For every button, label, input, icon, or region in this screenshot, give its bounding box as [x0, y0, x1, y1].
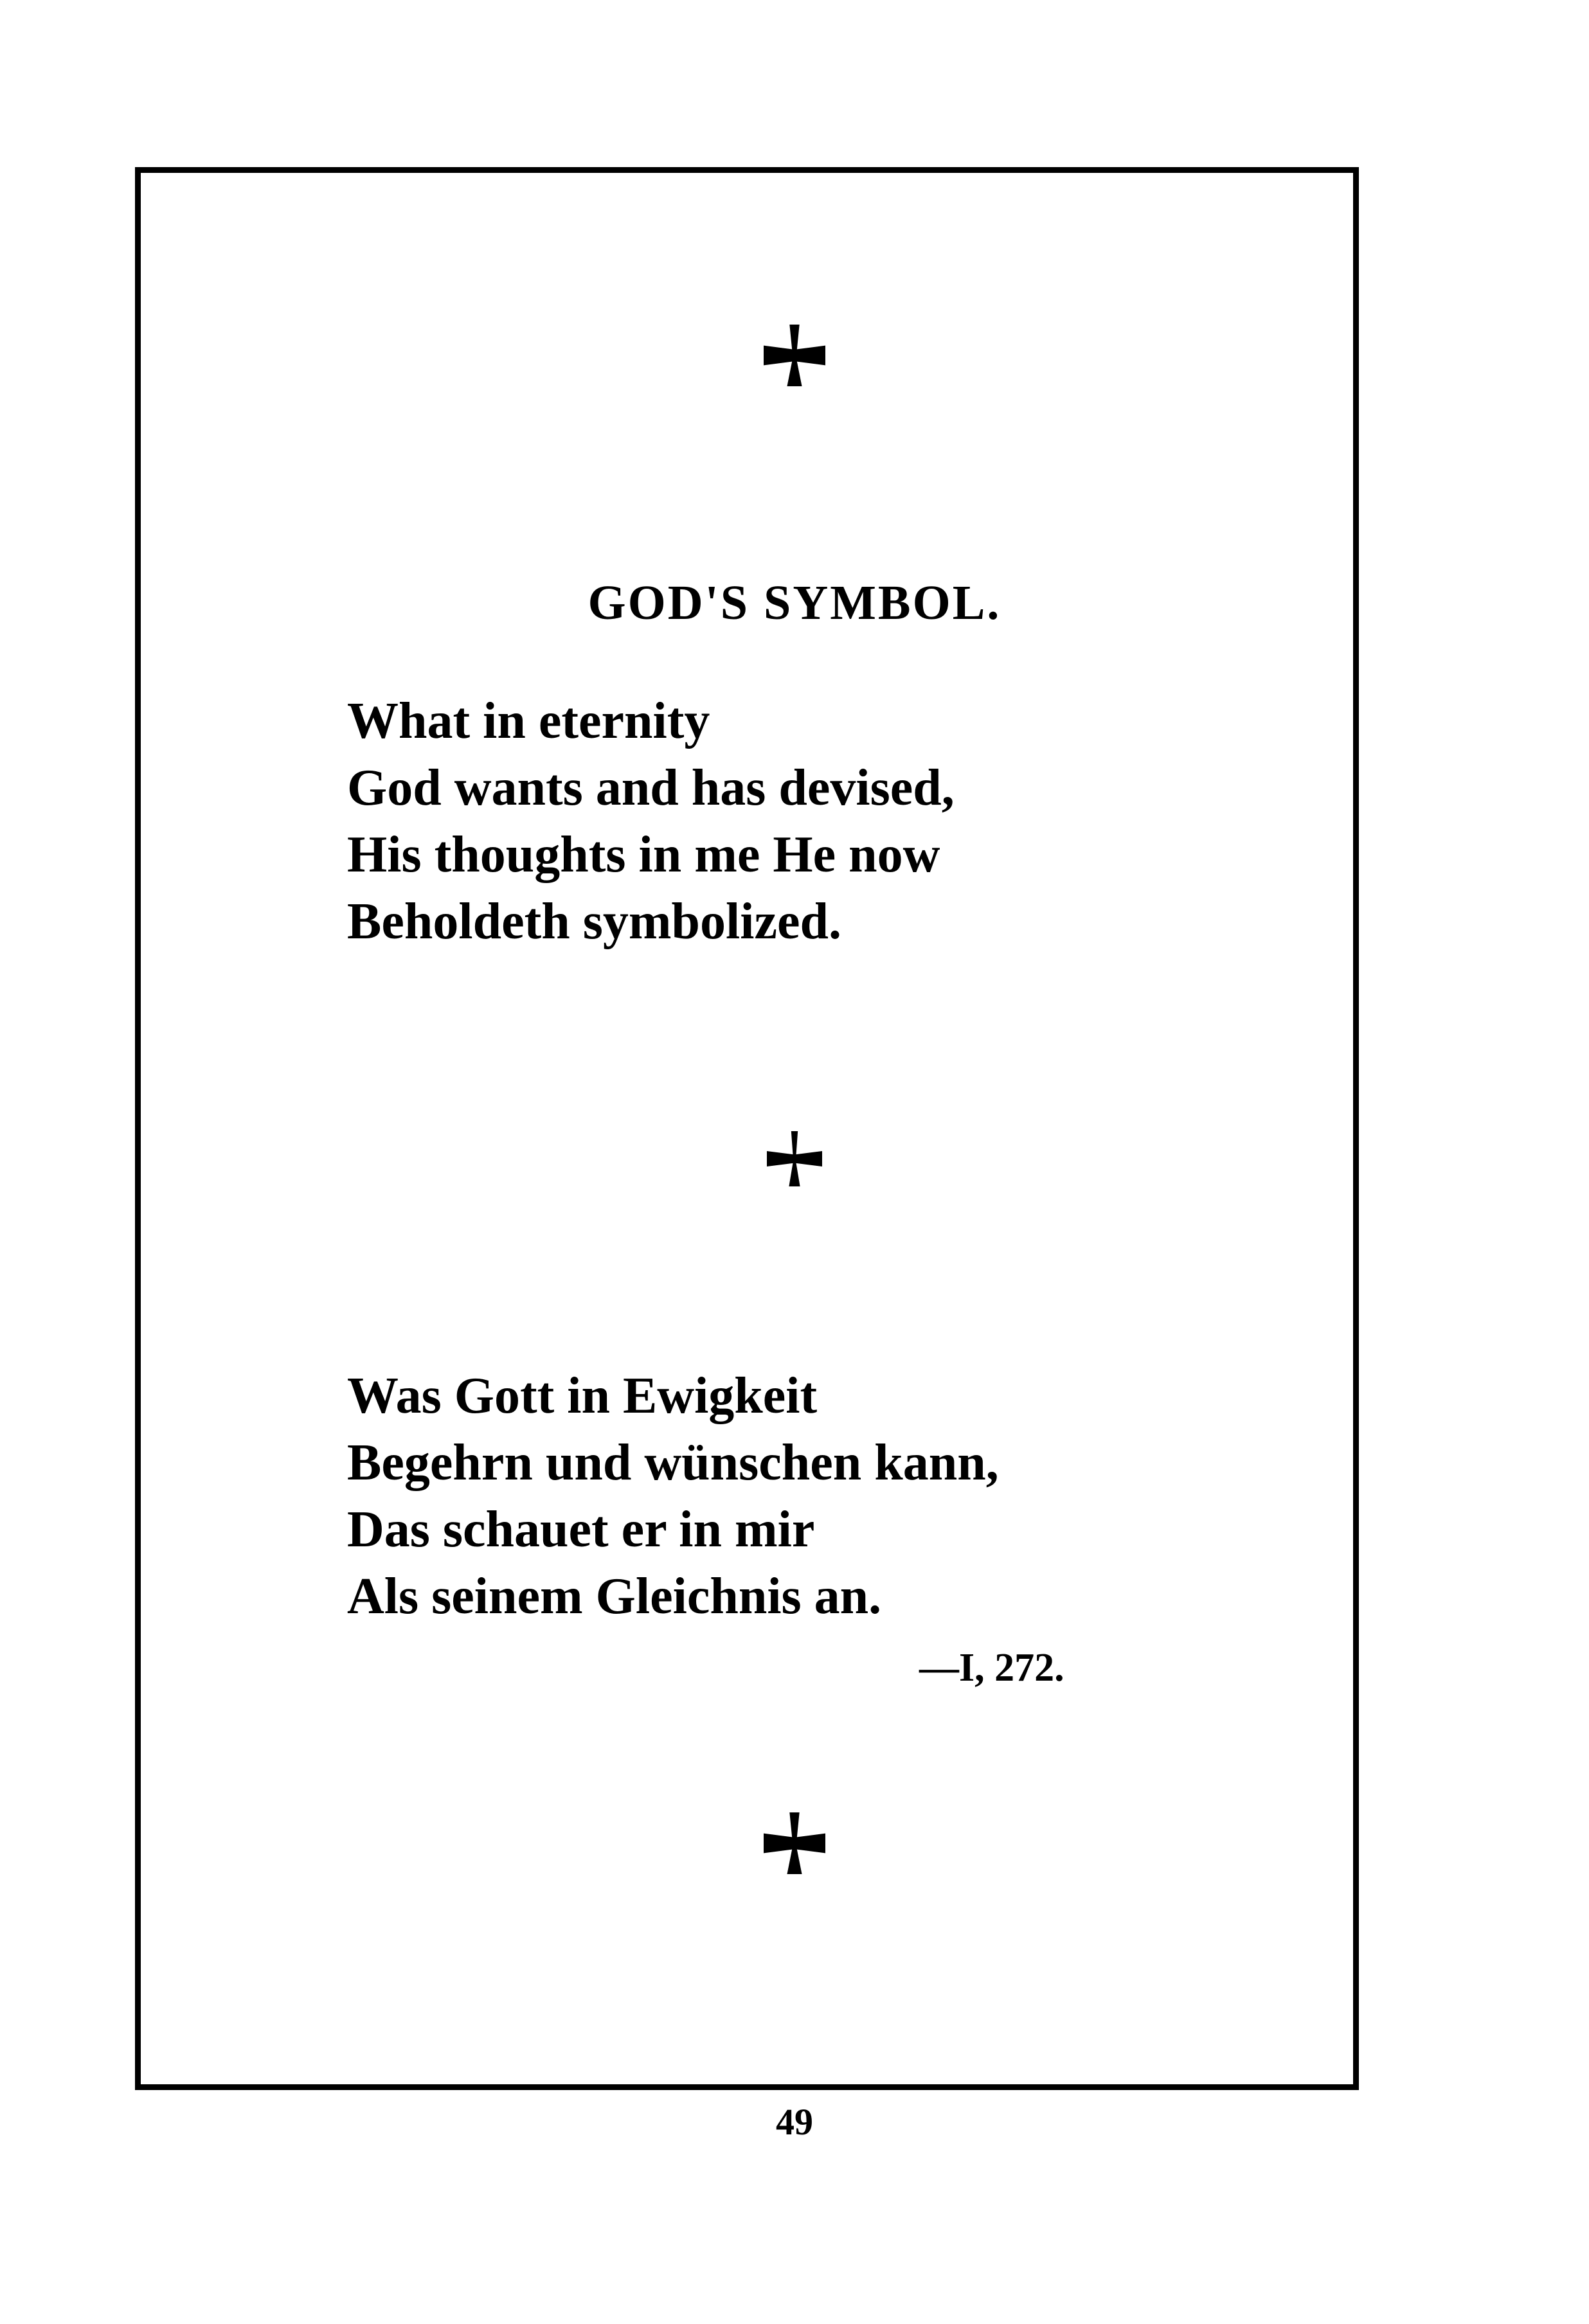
- source-reference: —I, 272.: [919, 1646, 1064, 1690]
- poem-title: GOD'S SYMBOL.: [588, 576, 1001, 630]
- german-line-4: Als seinem Gleichnis an.: [347, 1568, 882, 1625]
- cross-ornament-top-icon: [0, 325, 1589, 396]
- english-line-3: His thoughts in me He now: [347, 827, 940, 883]
- english-line-4: Beholdeth symbolized.: [347, 893, 841, 950]
- german-line-1: Was Gott in Ewigkeit: [347, 1368, 818, 1424]
- cross-ornament-bottom-icon: [0, 1812, 1589, 1884]
- english-line-1: What in eternity: [347, 693, 710, 749]
- page-number: 49: [776, 2101, 813, 2143]
- german-line-3: Das schauet er in mir: [347, 1501, 815, 1558]
- english-line-2: God wants and has devised,: [347, 760, 955, 816]
- german-stanza: [347, 1363, 999, 1630]
- german-line-2: Begehrn und wünschen kann,: [347, 1435, 999, 1491]
- page-border-frame: [135, 167, 1359, 2090]
- english-stanza: [347, 688, 955, 955]
- cross-ornament-middle-icon: [0, 1131, 1589, 1196]
